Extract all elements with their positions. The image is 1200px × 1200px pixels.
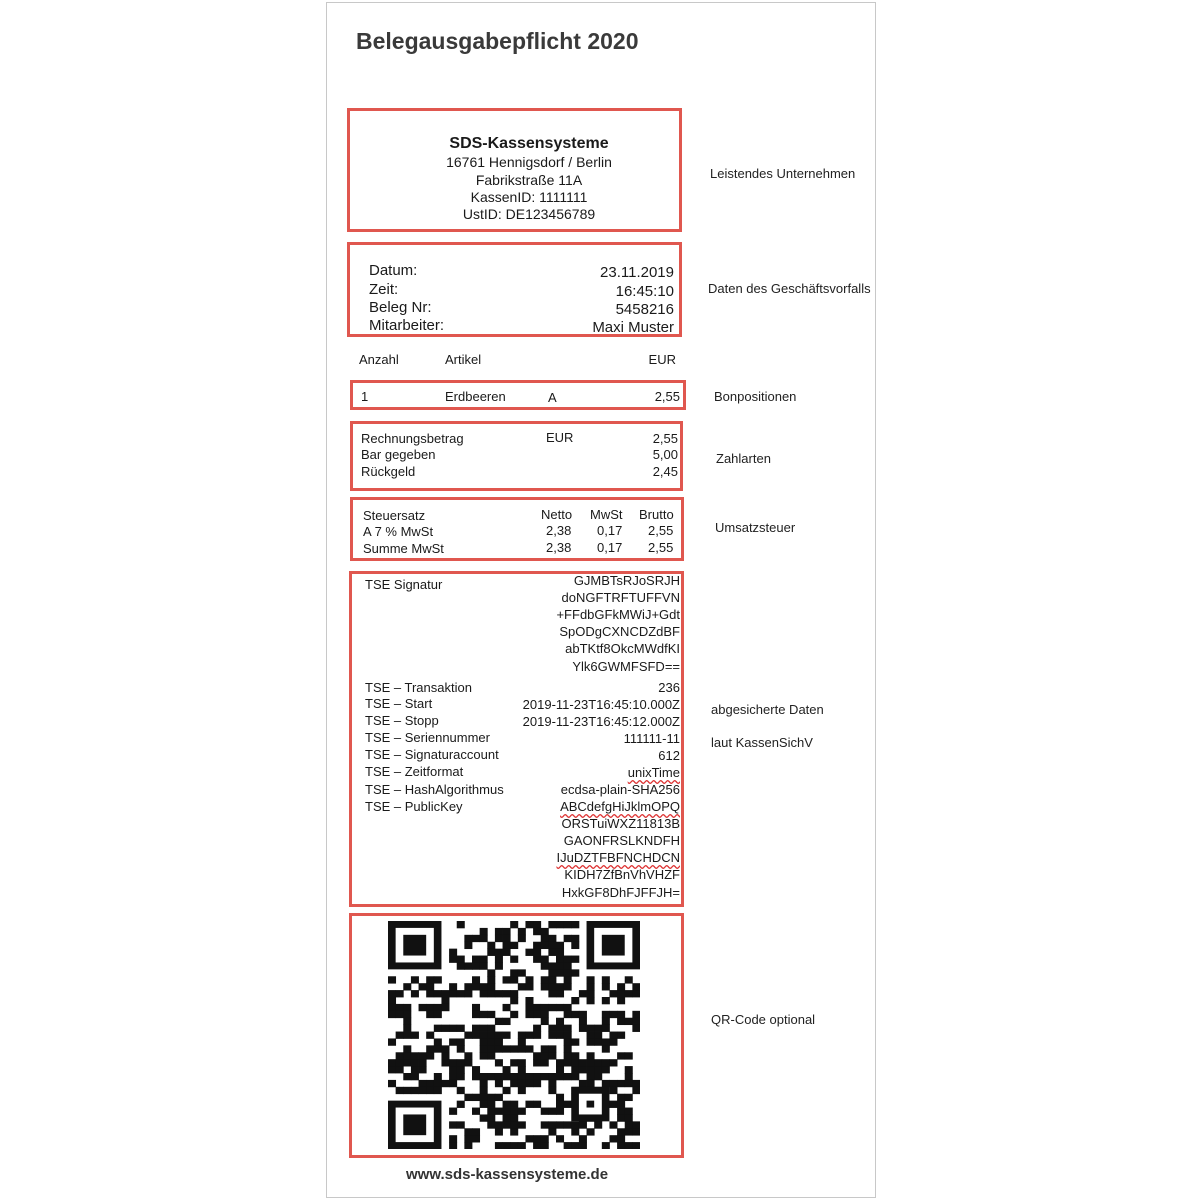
tse-field-label: TSE – HashAlgorithmus [365,782,504,797]
footer-url: www.sds-kassensysteme.de [406,1166,609,1183]
tse-field-label: TSE – Start [365,696,433,711]
tse-field-value: 111111-11 [623,731,680,746]
company-address: 16761 Hennigsdorf / Berlin [446,154,612,170]
tax-header-net: Netto [541,507,573,522]
qr-code-icon [388,921,640,1149]
tse-signature-line: GJMBTsRJoSRJH [573,573,680,588]
tax-header-vat: MwSt [590,507,623,522]
transaction-value: 16:45:10 [615,283,674,300]
tse-field-value: 236 [658,680,680,695]
payment-change-label: Rückgeld [361,464,416,479]
tse-signature-line: abTKtf8OkcMWdfKI [565,641,680,656]
tse-field-value: 2019-11-23T16:45:12.000Z [522,714,680,729]
item-name: Erdbeeren [445,389,506,404]
tax-row-gross: 2,55 [648,540,674,555]
tax-row-vat: 0,17 [597,540,623,555]
label-tax: Umsatzsteuer [715,520,796,535]
transaction-label: Zeit: [369,281,399,298]
label-secured-law: laut KassenSichV [711,735,813,750]
item-tax-code: A [548,390,557,405]
payment-cash-label: Bar gegeben [361,447,436,462]
tax-row-net: 2,38 [546,523,572,538]
tse-field-value: ABCdefgHiJklmOPQ [560,799,680,814]
tax-row-label: Summe MwSt [363,541,444,556]
label-transaction: Daten des Geschäftsvorfalls [708,281,871,296]
payment-cash: 5,00 [652,447,678,462]
transaction-value: Maxi Muster [592,319,674,336]
transaction-value: 23.11.2019 [600,264,674,281]
label-items: Bonpositionen [714,389,797,404]
header-article: Artikel [445,352,482,367]
tse-field-label: TSE – Seriennummer [365,730,490,745]
tse-publickey-line: KIDH7ZfBnVhVHZF [564,867,680,882]
transaction-value: 5458216 [615,301,674,318]
tax-row-vat: 0,17 [597,523,623,538]
tse-publickey-line: HxkGF8DhFJFFJH= [561,885,680,900]
tse-field-label: TSE – PublicKey [365,799,463,814]
tse-signature-line: SpODgCXNCDZdBF [559,624,680,639]
payment-change: 2,45 [652,464,678,479]
tse-publickey-line: GAONFRSLKNDFH [563,833,680,848]
header-currency: EUR [648,352,676,367]
tax-header-rate: Steuersatz [363,508,426,523]
page-title: Belegausgabepflicht 2020 [356,28,639,54]
tse-field-value: 2019-11-23T16:45:10.000Z [522,697,680,712]
tax-header-gross: Brutto [639,507,674,522]
tse-field-value: unixTime [627,765,680,780]
tse-publickey-line: IJuDZTFBFNCHDCN [556,850,680,865]
label-payment: Zahlarten [716,451,771,466]
tax-row-net: 2,38 [546,540,572,555]
company-name: SDS-Kassensysteme [449,135,609,152]
item-box [350,380,686,410]
company-kassen-id: KassenID: 1111111 [470,189,588,205]
company-street: Fabrikstraße 11A [475,172,583,188]
tax-row-label: A 7 % MwSt [363,524,434,539]
tse-field-label: TSE – Transaktion [365,680,472,695]
payment-total-label: Rechnungsbetrag [361,431,464,446]
tax-row-gross: 2,55 [648,523,674,538]
tse-publickey-line: ORSTuiWXZ11813B [561,816,680,831]
item-price: 2,55 [654,389,680,404]
tse-signature-label: TSE Signatur [365,577,443,592]
transaction-label: Beleg Nr: [369,299,432,316]
tse-signature-line: +FFdbGFkMWiJ+Gdt [556,607,680,622]
transaction-label: Mitarbeiter: [369,317,445,334]
header-qty: Anzahl [359,352,399,367]
tse-field-value: ecdsa-plain-SHA256 [560,782,680,797]
company-ust-id: UstID: DE123456789 [462,206,596,222]
label-qr: QR-Code optional [711,1012,816,1027]
tse-field-value: 612 [658,748,680,763]
payment-currency: EUR [546,430,574,445]
item-qty: 1 [361,389,369,404]
tse-signature-line: doNGFTRFTUFFVN [561,590,680,605]
tse-signature-line: Ylk6GWMFSFD== [572,659,680,674]
payment-total: 2,55 [652,431,678,446]
tse-field-label: TSE – Stopp [365,713,439,728]
transaction-label: Datum: [369,262,418,279]
label-company: Leistendes Unternehmen [710,166,856,181]
tse-field-label: TSE – Zeitformat [365,764,464,779]
label-secured-data: abgesicherte Daten [711,702,824,717]
tse-field-label: TSE – Signaturaccount [365,747,499,762]
